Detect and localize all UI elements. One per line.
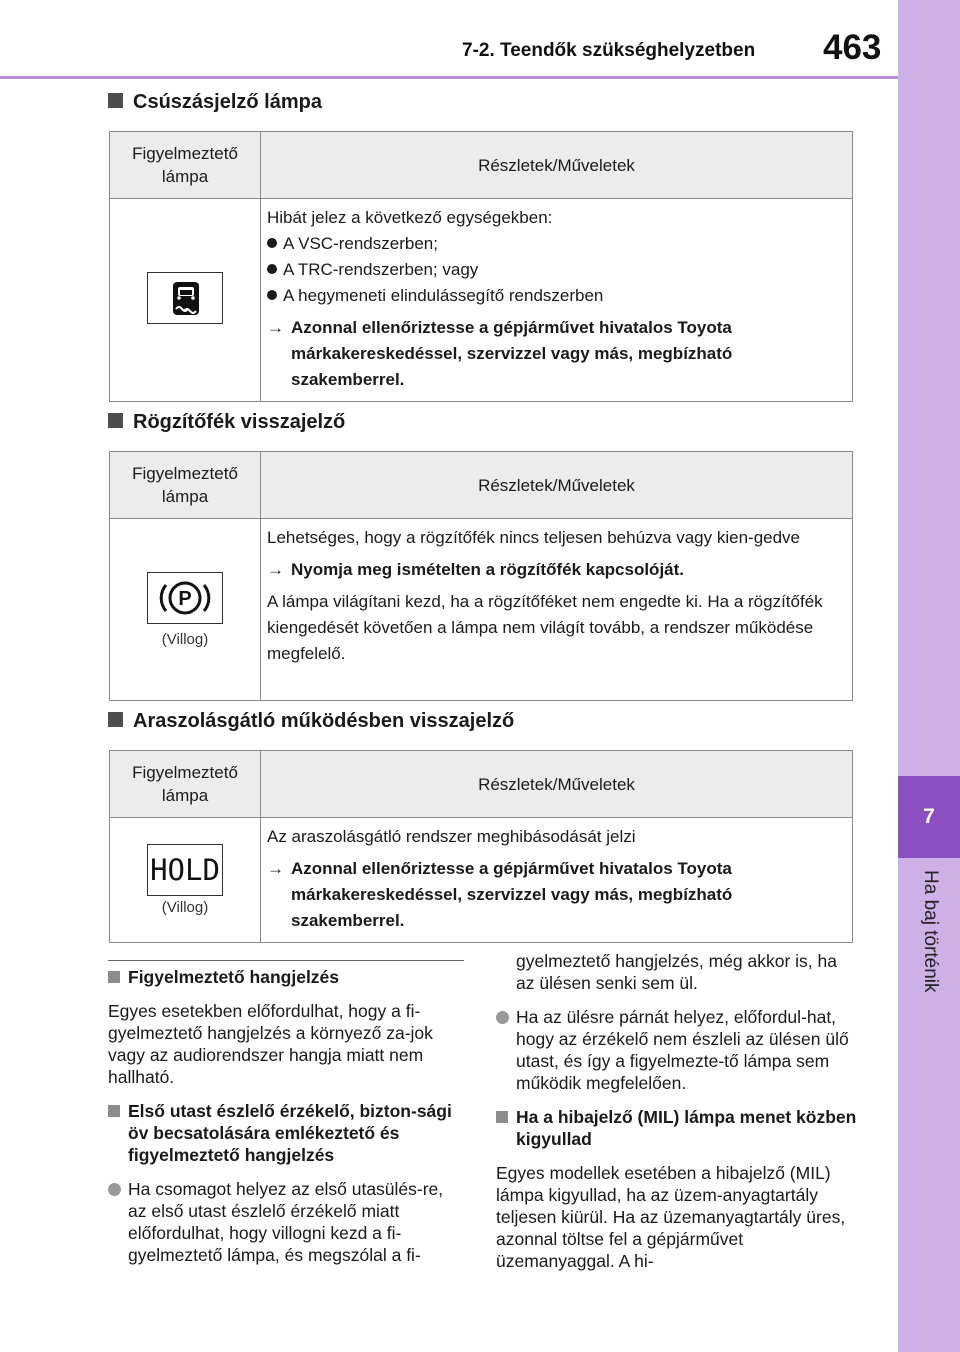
chapter-side-tab — [898, 0, 960, 1352]
svg-text:P: P — [178, 587, 192, 610]
notes-left-column — [108, 966, 466, 1278]
bullet-icon — [108, 1183, 121, 1196]
note-text: Egyes esetekben előfordulhat, hogy a fi-gyelmeztető hangjelzés a környező za-jok vagy az audiorendszer hangja miatt nem hallható. — [108, 1001, 433, 1087]
column-header-details: Részletek/Műveletek — [261, 132, 853, 199]
skid-icon — [147, 272, 223, 324]
column-header-details: Részletek/Műveletek — [261, 452, 853, 519]
hold-icon: HOLD — [147, 844, 223, 896]
detail-intro: Az araszolásgátló rendszer meghibásodását jelzi — [267, 827, 636, 846]
section-square-icon — [108, 93, 123, 108]
column-header-lamp: Figyelmeztető lámpa — [110, 452, 261, 519]
column-header-details: Részletek/Műveletek — [261, 751, 853, 818]
arrow-icon: → — [267, 859, 284, 878]
action-instruction: → Nyomja meg ismételten a rögzítőfék kapcsolóját. — [267, 557, 844, 583]
section-square-icon — [108, 413, 123, 428]
detail-note: A lámpa világítani kezd, ha a rögzítőféket nem engedte ki. Ha a rögzítőfék kiengedését követően a lámpa nem világít tovább, a rendszer működése megfelelő. — [267, 592, 823, 663]
note-bullet-continuation: gyelmeztető hangjelzés, még akkor is, ha az ülésen senki sem ül. — [516, 951, 837, 993]
list-item: A VSC-rendszerben; — [267, 231, 844, 257]
skid-warning-table — [109, 131, 853, 402]
notes-divider — [108, 960, 464, 961]
bullet-icon — [496, 1011, 509, 1024]
detail-intro: Lehetséges, hogy a rögzítőfék nincs teljesen behúzva vagy kien-gedve — [267, 528, 801, 547]
hold-warning-table — [109, 750, 853, 943]
arrow-icon: → — [267, 560, 284, 579]
bullet-icon — [267, 290, 277, 300]
arrow-icon: → — [267, 318, 284, 337]
note-bullet: Ha csomagot helyez az első utasülés-re, az első utast észlelő érzékelő miatt előfordulhat, hogy villogni kezd a fi-gyelmeztető lámpa, és megszólal a fi- — [108, 1178, 466, 1266]
icon-caption: (Villog) — [161, 630, 209, 648]
action-instruction: → Azonnal ellenőriztesse a gépjárművet hivatalos Toyota márkakereskedéssel, szervizzel vagy más, megbízható szakemberrel. — [267, 856, 844, 934]
chapter-number-badge: 7 — [898, 776, 960, 858]
parking-brake-icon — [147, 572, 223, 624]
list-item: A hegymeneti elindulássegítő rendszerben — [267, 283, 844, 309]
section-heading-skid: Csúszásjelző lámpa — [108, 91, 322, 114]
chapter-title: 7-2. Teendők szükséghelyzetben — [462, 40, 756, 61]
note-heading: Figyelmeztető hangjelzés — [108, 966, 466, 988]
section-heading-hold: Araszolásgátló működésben visszajelző — [108, 710, 514, 733]
section-square-icon — [108, 712, 123, 727]
parking-brake-warning-table — [109, 451, 853, 701]
bullet-icon — [267, 264, 277, 274]
detail-intro: Hibát jelez a következő egységekben: — [267, 208, 553, 227]
list-item: A TRC-rendszerben; vagy — [267, 257, 844, 283]
icon-caption: (Villog) — [161, 899, 209, 916]
note-heading: Első utast észlelő érzékelő, bizton-sági öv becsatolására emlékeztető és figyelmeztető hangjelzés — [108, 1100, 466, 1166]
note-bullet: Ha az ülésre párnát helyez, előfordul-hat, hogy az érzékelő nem észleli az ülésen ülő utast, és így a figyelmezte-tő lámpa sem működik megfelelően. — [496, 1006, 858, 1094]
section-heading-parking-brake: Rögzítőfék visszajelző — [108, 411, 345, 434]
header-divider — [0, 76, 898, 79]
note-heading: Ha a hibajelző (MIL) lámpa menet közben kigyullad — [496, 1106, 858, 1150]
note-square-icon — [108, 971, 120, 983]
note-square-icon — [496, 1111, 508, 1123]
notes-right-column — [496, 950, 858, 1284]
page-number: 463 — [823, 28, 882, 67]
note-square-icon — [108, 1105, 120, 1117]
bullet-icon — [267, 238, 277, 248]
chapter-side-label-text: Ha baj történik — [920, 870, 941, 993]
column-header-lamp: Figyelmeztető lámpa — [110, 751, 261, 818]
action-instruction: → Azonnal ellenőriztesse a gépjárművet hivatalos Toyota márkakereskedéssel, szervizzel vagy más, megbízható szakemberrel. — [267, 315, 844, 393]
note-text: Egyes modellek esetében a hibajelző (MIL) lámpa kigyullad, ha az üzem-anyagtartály teljesen kiürül. Ha az üzemanyagtartály üres, azonnal töltse fel a gépjárművet üzemanyaggal. A hi- — [496, 1163, 846, 1271]
column-header-lamp: Figyelmeztető lámpa — [110, 132, 261, 199]
